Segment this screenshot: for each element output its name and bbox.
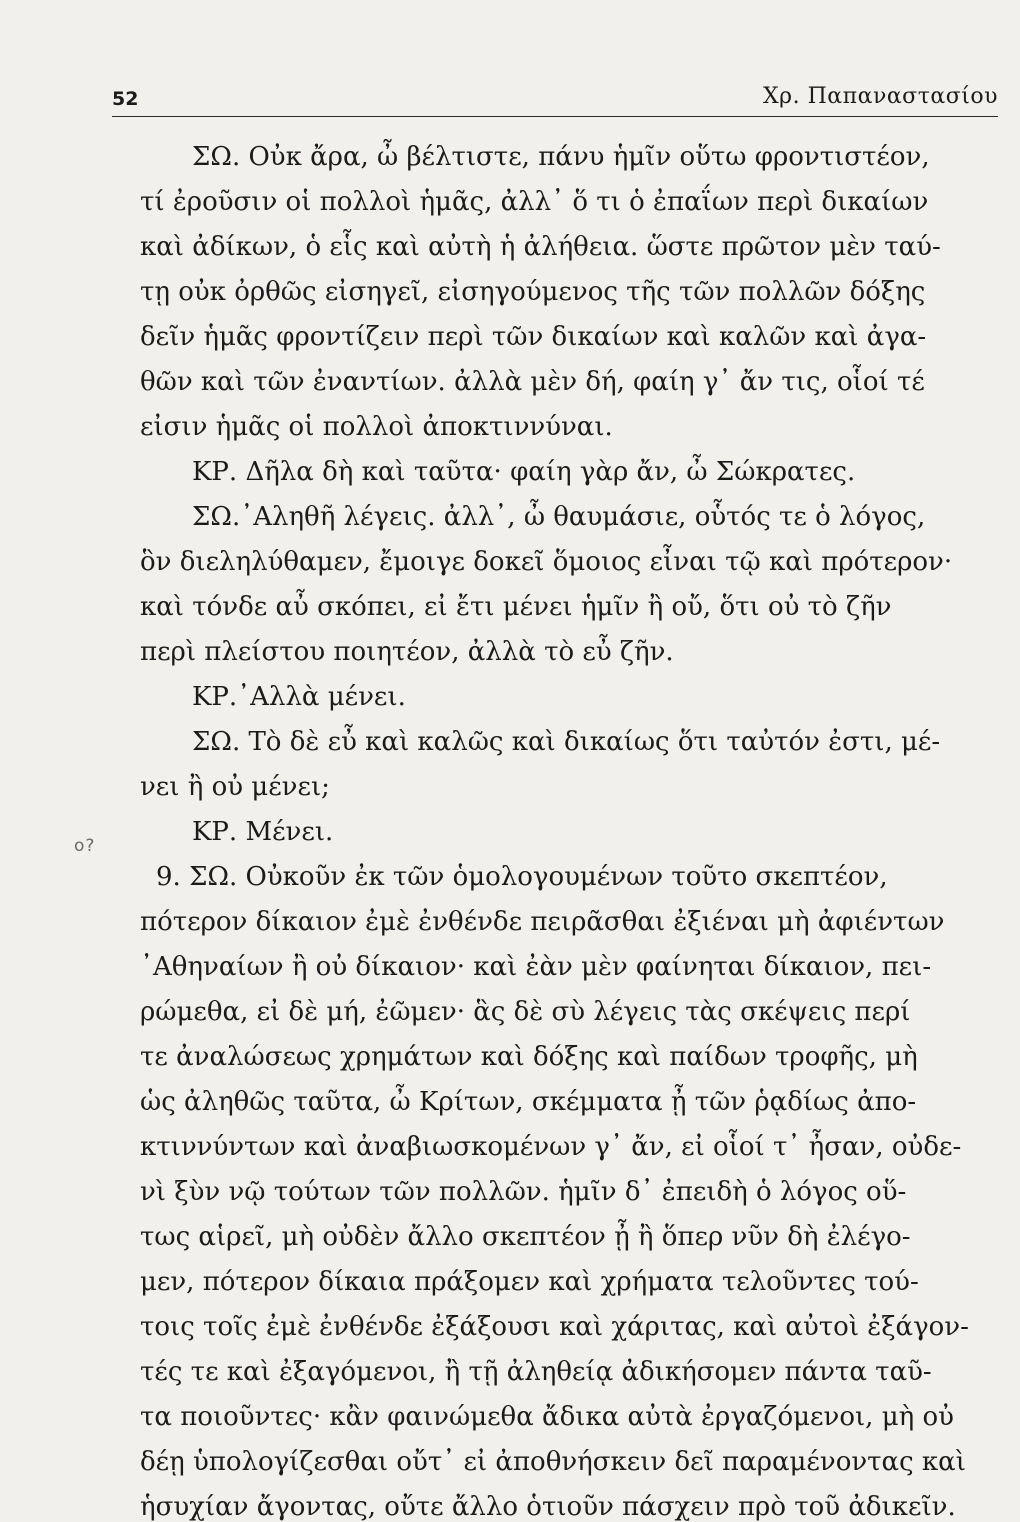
text-line: πότερον δίκαιον ἐμὲ ἐνθένδε πειρᾶσθαι ἐξιέναι μὴ ἀφιέντων xyxy=(140,907,945,937)
text-line: τῃ οὐκ ὀρθῶς εἰσηγεῖ, εἰσηγούμενος τῆς τῶν πολλῶν δόξης xyxy=(140,277,926,307)
text-line: τές τε καὶ ἐξαγόμενοι, ἢ τῇ ἀληθείᾳ ἀδικήσομεν πάντα ταῦ- xyxy=(140,1357,932,1387)
page-number: 52 xyxy=(112,88,139,110)
text-line: ἡσυχίαν ἄγοντας, οὔτε ἄλλο ὁτιοῦν πάσχειν πρὸ τοῦ ἀδικεῖν. xyxy=(140,1492,956,1522)
text-line: δεῖν ἡμᾶς φροντίζειν περὶ τῶν δικαίων καὶ καλῶν καὶ ἀγα- xyxy=(140,322,927,352)
margin-note: ο? xyxy=(74,836,96,856)
text-line: ρώμεθα, εἰ δὲ μή, ἐῶμεν· ἃς δὲ σὺ λέγεις τὰς σκέψεις περί xyxy=(140,997,911,1027)
text-line: τοις τοῖς ἐμὲ ἐνθένδε ἐξάξουσι καὶ χάριτας, καὶ αὐτοὶ ἐξάγον- xyxy=(140,1312,969,1342)
text-line: ὃν διεληλύθαμεν, ἔμοιγε δοκεῖ ὅμοιος εἶναι τῷ καὶ πρότερον· xyxy=(140,547,953,577)
text-line: τα ποιοῦντες· κἂν φαινώμεθα ἄδικα αὐτὰ ἐργαζόμενοι, μὴ οὐ xyxy=(140,1402,954,1432)
text-line: περὶ πλείστου ποιητέον, ἀλλὰ τὸ εὖ ζῆν. xyxy=(140,637,674,667)
text-line: θῶν καὶ τῶν ἐναντίων. ἀλλὰ μὲν δή, φαίη γ᾽ ἄν τις, οἷοί τέ xyxy=(140,367,925,397)
text-line: δέῃ ὑπολογίζεσθαι οὔτ᾽ εἰ ἀποθνήσκειν δεῖ παραμένοντας καὶ xyxy=(140,1447,966,1477)
text-line: ᾽Αθηναίων ἢ οὐ δίκαιον· καὶ ἐὰν μὲν φαίνηται δίκαιον, πει- xyxy=(140,952,932,982)
text-line: ΣΩ. Τὸ δὲ εὖ καὶ καλῶς καὶ δικαίως ὅτι ταὐτόν ἐστι, μέ- xyxy=(192,727,941,757)
text-line: μεν, πότερον δίκαια πράξομεν καὶ χρήματα τελοῦντες τού- xyxy=(140,1267,919,1297)
text-line: κτιννύντων καὶ ἀναβιωσκομένων γ᾽ ἄν, εἰ οἷοί τ᾽ ἦσαν, οὐδε- xyxy=(140,1132,962,1162)
text-line: τί ἐροῦσιν οἱ πολλοὶ ἡμᾶς, ἀλλ᾽ ὅ τι ὁ ἐπαΐων περὶ δικαίων xyxy=(140,187,929,217)
text-line: ΣΩ.᾽Αληθῆ λέγεις. ἀλλ᾽, ὦ θαυμάσιε, οὗτός τε ὁ λόγος, xyxy=(192,502,926,532)
text-line: καὶ τόνδε αὖ σκόπει, εἰ ἔτι μένει ἡμῖν ἢ οὔ, ὅτι οὐ τὸ ζῆν xyxy=(140,592,892,622)
text-line: ὡς ἀληθῶς ταῦτα, ὦ Κρίτων, σκέμματα ᾖ τῶν ῥᾳδίως ἀπο- xyxy=(140,1087,917,1117)
text-line: νει ἢ οὐ μένει; xyxy=(140,772,330,802)
text-line: τως αἱρεῖ, μὴ οὐδὲν ἄλλο σκεπτέον ᾖ ἢ ὅπερ νῦν δὴ ἐλέγο- xyxy=(140,1222,911,1252)
text-line: νὶ ξὺν νῷ τούτων τῶν πολλῶν. ἡμῖν δ᾽ ἐπειδὴ ὁ λόγος οὕ- xyxy=(140,1177,907,1207)
text-line: ΚΡ. Δῆλα δὴ καὶ ταῦτα· φαίη γὰρ ἄν, ὦ Σώκρατες. xyxy=(192,457,856,487)
text-line: ΚΡ.᾽Αλλὰ μένει. xyxy=(192,682,406,712)
text-line: τε ἀναλώσεως χρημάτων καὶ δόξης καὶ παίδων τροφῆς, μὴ xyxy=(140,1042,918,1072)
running-head: Χρ. Παπαναστασίου xyxy=(763,84,998,109)
page-header xyxy=(112,76,998,117)
text-line: εἰσιν ἡμᾶς οἱ πολλοὶ ἀποκτιννύναι. xyxy=(140,412,613,442)
text-line: καὶ ἀδίκων, ὁ εἷς καὶ αὐτὴ ἡ ἀλήθεια. ὥστε πρῶτον μὲν ταύ- xyxy=(140,232,941,262)
text-line: ΣΩ. Οὐκ ἄρα, ὦ βέλτιστε, πάνυ ἡμῖν οὕτω φροντιστέον, xyxy=(192,142,930,172)
text-line: 9. ΣΩ. Οὐκοῦν ἐκ τῶν ὁμολογουμένων τοῦτο σκεπτέον, xyxy=(156,862,888,892)
text-line: ΚΡ. Μένει. xyxy=(192,817,334,847)
